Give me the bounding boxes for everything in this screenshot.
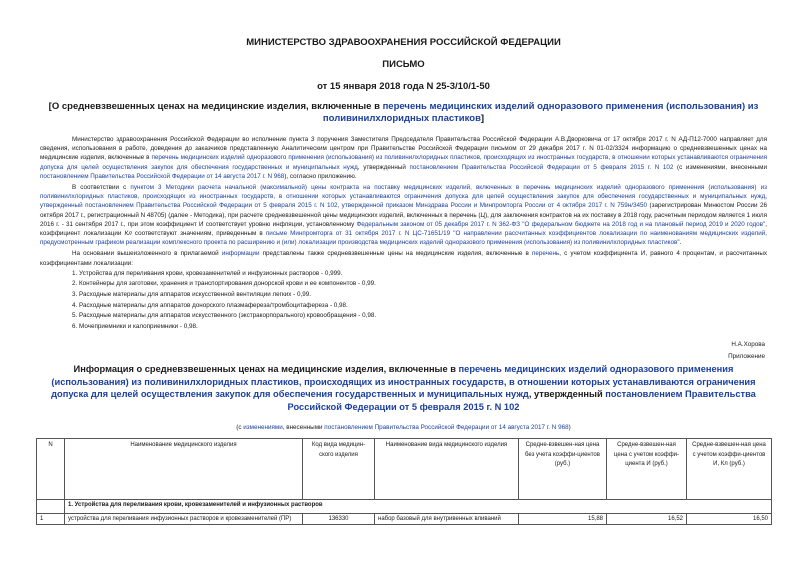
appendix-title: [40, 363, 767, 413]
coefficient-list: [40, 269, 767, 333]
p1-resolution-968-link[interactable]: постановлением Правительства Российской Федерации от 14 августа 2017 г. N 968: [40, 172, 285, 180]
list-item: 1. Устройства для переливания крови, кровезаменителей и инфузионных растворов - 0,999.: [72, 269, 343, 277]
col-header-number: N: [37, 439, 65, 500]
list-item: 6. Мочеприемники и калоприемники - 0,98.: [72, 322, 198, 330]
appendix-title-text-1: Информация о средневзвешенных ценах на медицинские изделия, включенные в: [73, 364, 459, 375]
p1-text-2: , утвержденный: [357, 163, 410, 171]
p1-list-link[interactable]: перечень медицинских изделий одноразового применения (использования) из поливинилхлоридных пластиков, происходящих из иностранных государств, в отношении которых устанавливаются ограничения допуска для целей осуществления закупок для обеспечения государственных и муниципальных нужд: [40, 154, 767, 171]
letter-title: [40, 101, 767, 125]
note-text-2: , внесенными: [282, 424, 325, 432]
appendix-label: Приложение: [728, 353, 765, 361]
p1-text-4: ), согласно приложению.: [284, 172, 357, 180]
p2-methodology-link[interactable]: пунктом 3 Методики расчета начальной (максимальной) цены контракта на поставку медицинских изделий, включенных в перечень медицинских изделий одноразового применения (использования) из поливинилхлоридных пластиков, происходящих из иностранных государств, в отношении которых устанавливаются ограничения допуска для целей осуществления закупок для обеспечения государственных и муниципальных нужд, утвержденный постановлением Правительства Российской Федерации от 5 февраля 2015 г. N 102, утвержденной приказом Минздрава России и Минпромторга России от 4 октября 2017 г. N 759н/3450: [40, 184, 767, 210]
p3-text-3: , с учетом коэффициента И, равного 4 процентам, и рассчитанных коэффициентами локализации:: [40, 250, 767, 267]
note-text-3: ): [568, 424, 571, 432]
p1-text-3: (с изменениями, внесенными: [673, 163, 767, 171]
col-header-type-code: Код вида медицин-ского изделия: [303, 439, 375, 500]
table-row: [37, 514, 772, 525]
appendix-title-list-link[interactable]: перечень медицинских изделий одноразового применения (использования) из поливинилхлоридных пластиков, происходящих из иностранных государств, в отношении которых устанавливаются ограничения допуска для целей осуществления закупок для обеспечения государственных и муниципальных нужд: [51, 364, 756, 400]
p2-text-1: В соответствии с: [72, 184, 131, 192]
p2-minpromtorg-letter-link[interactable]: письме Минпромторга от 31 октября 2017 г. N ЦС-71651/19 "О направлении рассчитанных коэффициентов локализации по наименованиям медицинских изделий, предусмотренным графиком реализации комплексного проекта по расширению и (или) локализации производства медицинских изделий одноразового применения (использования) из поливинилхлоридных пластиков": [40, 230, 767, 247]
p2-federal-law-link[interactable]: Федеральным законом от 05 декабря 2017 г. N 362-ФЗ "О федеральном бюджете на 2018 год и на плановый период 2019 и 2020 годов": [356, 220, 766, 228]
p2-text-2: (зарегистрирован Минюстом России 26 октября 2017 г., регистрационный N 48705) (далее - Методика), при расчете средневзвешенной цены медицинских изделий, включенных в перечень (: [40, 202, 767, 219]
paragraph-2: [40, 183, 767, 247]
appendix-title-text-2: , утвержденный: [528, 389, 606, 400]
cell-number: 1: [37, 514, 65, 525]
note-changes-link[interactable]: изменениями: [243, 424, 283, 432]
list-item: 2. Контейнеры для заготовки, хранения и транспортирования донорской крови и ее компонентов - 0,99.: [72, 280, 376, 288]
col-header-price-base: Средне-взвешен-ная цена без учета коэффи-циентов (руб.): [519, 439, 607, 500]
list-item: 3. Расходные материалы для аппаратов искусственной вентиляции легких - 0,99.: [72, 291, 311, 299]
cell-device-name: устройства для переливания инфузионных растворов и кровезаменителей (ПР): [65, 514, 303, 525]
p3-text-1: На основании вышеизложенного в прилагаемой: [72, 250, 222, 258]
p2-text-4: , коэффициент локализации: [40, 220, 768, 238]
price-table: [36, 438, 772, 525]
p2-localization-symbol: Кл: [124, 230, 132, 238]
cell-price-inflation: 16,52: [607, 514, 687, 525]
ministry-heading: МИНИСТЕРСТВО ЗДРАВООХРАНЕНИЯ РОССИЙСКОЙ ФЕДЕРАЦИИ: [246, 37, 561, 48]
p3-text-2: представлены также средневзвешенные цены на медицинские изделия, включенные в: [259, 250, 532, 258]
section-title: 1. Устройства для переливания крови, кровезаменителей и инфузионных растворов: [65, 500, 772, 514]
cell-price-localization: 16,50: [687, 514, 772, 525]
title-open: [О средневзвешенных ценах на медицинские изделия, включенные в: [48, 101, 383, 112]
list-item: 4. Расходные материалы для аппаратов донорского плазмафереза/тромбоцитафереза - 0,98.: [72, 301, 348, 309]
cell-price-base: 15,88: [519, 514, 607, 525]
note-text-1: (с: [236, 424, 244, 432]
note-resolution-link[interactable]: постановлением Правительства Российской Федерации от 14 августа 2017 г. N 968: [324, 424, 569, 432]
title-close: ]: [480, 113, 485, 124]
title-list-link[interactable]: перечень медицинских изделий одноразового применения (использования) из поливинилхлоридных пластиков: [322, 101, 759, 124]
letter-body: [40, 135, 767, 268]
list-item: 5. Расходные материалы для аппаратов искусственного (экстракорпорального) кровообращения - 0,98.: [72, 312, 377, 320]
p1-resolution-102-link[interactable]: постановлением Правительства Российской Федерации от 5 февраля 2015 г. N 102: [409, 163, 674, 171]
table-header-row: [37, 439, 772, 500]
col-header-price-inflation: Средне-взвешен-ная цена с учетом коэффи-циента И (руб.): [607, 439, 687, 500]
col-header-price-localization: Средне-взвешен-ная цена с учетом коэффи-циентов И, Кл (руб.): [687, 439, 772, 500]
cell-type-name: набор базовый для внутривенных вливаний: [375, 514, 519, 525]
doc-date-line: от 15 января 2018 года N 25-3/10/1-50: [317, 81, 490, 92]
col-header-device-name: Наименование медицинского изделия: [65, 439, 303, 500]
p2-text-6: .: [679, 239, 682, 247]
p2-text-3: ), для заключения контрактов на их поставку в 2018 году, расчетным периодом является 1 июля 2016 г. - 31 сентября 2017 г., при этом коэффициент И соответствует уровню инфляции, установленному: [40, 211, 767, 228]
p2-price-symbol: Ц: [480, 211, 486, 219]
cell-type-code: 136330: [303, 514, 375, 525]
doc-type-heading: ПИСЬМО: [382, 59, 425, 70]
p1-text-1: Министерство здравоохранения Российской Федерации во исполнение пункта 3 поручения Заместителя Председателя Правительства Российской Федерации А.В.Дворковича от 17 октября 2017 г. N АД-П12-7000 направляет для сведения, использования в работе, доведения до заказчиков представленную Аналитическим центром при Правительстве Российской Федерации письмом от 29 декабря 2017 г. N 01-02/3324 информацию о средневзвешенных ценах на медицинские изделия, включенные в: [40, 136, 767, 162]
p3-information-link[interactable]: информации: [221, 250, 260, 258]
signature: Н.А.Хорова: [731, 341, 765, 349]
p3-list-link[interactable]: перечень: [531, 250, 560, 258]
p2-text-5: соответствуют значениям, приведенным в: [131, 230, 266, 238]
col-header-type-name: Наименование вида медицинского изделия: [375, 439, 519, 500]
appendix-title-resolution-link[interactable]: постановлением Правительства Российской Федерации от 5 февраля 2015 г. N 102: [287, 389, 756, 412]
paragraph-3: [40, 249, 767, 267]
table-section-row: [37, 500, 772, 514]
paragraph-1: [40, 135, 767, 181]
appendix-note: [40, 423, 767, 432]
